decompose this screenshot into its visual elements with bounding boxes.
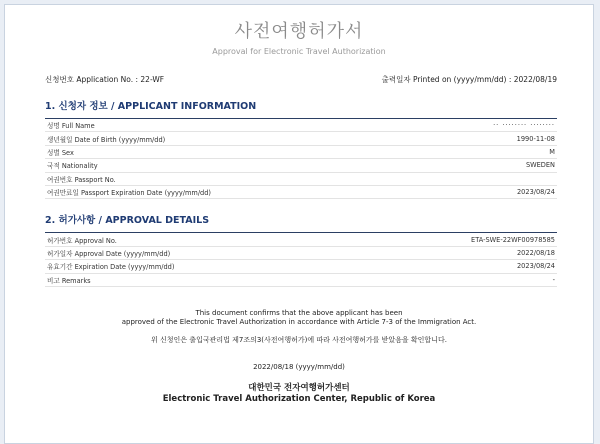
issuing-center-korean: 대한민국 전자여행허가센터 [248,383,350,394]
row-value: M [549,147,555,156]
printed-date: 출력일자 Printed on (yyyy/mm/dd) : 2022/08/19 [381,75,557,84]
row-label: 여권번호 Passport No. [47,175,116,184]
row-label: 여권만료일 Passport Expiration Date (yyyy/mm/dd) [47,189,211,198]
row-label: 성별 Sex [47,148,74,157]
table-row [45,233,557,246]
table-row [45,173,557,186]
row-value: SWEDEN [525,161,555,170]
row-value: - [552,275,555,284]
issuing-center [5,383,593,405]
issuing-center-english: Electronic Travel Authorization Center, Republic of Korea [162,394,436,405]
table-row [45,146,557,159]
row-label: 허가일자 Approval Date (yyyy/mm/dd) [47,249,171,258]
confirmation-line-2: approved of the Electronic Travel Authorization in accordance with Article 7-3 of the Immigration Act. [121,318,477,327]
confirmation-line-1: This document confirms that the above applicant has been [195,308,403,317]
application-number: 신청번호 Application No. : 22-WF [45,75,165,84]
table-row [45,186,557,199]
document-title: 사전여행허가서 [234,21,364,42]
row-value: 2022/08/18 [516,248,555,257]
row-value: 1990-11-08 [516,134,555,143]
table-row [45,274,557,287]
table-row [45,132,557,145]
row-label: 유효기간 Expiration Date (yyyy/mm/dd) [47,263,175,272]
table-row [45,260,557,273]
row-label: 성명 Full Name [47,122,95,131]
issue-date: 2022/08/18 (yyyy/mm/dd) [253,363,345,372]
table-row [45,247,557,260]
confirmation-korean: 위 신청인은 출입국관리법 제7조의3(사전여행허가)에 따라 사전여행허가를 받았음을 확인합니다. [151,335,447,344]
table-row [45,119,557,132]
document-meta [5,74,593,85]
row-value: 2023/08/24 [516,262,555,271]
applicant-table [45,118,557,199]
row-label: 허가번호 Approval No. [47,236,117,245]
row-value: ETA-SWE-22WF00978585 [471,235,555,244]
row-label: 국적 Nationality [47,162,98,171]
row-value: 2023/08/24 [516,188,555,197]
row-label: 생년월일 Date of Birth (yyyy/mm/dd) [47,135,166,144]
approval-section-title: 2. 허가사항 / APPROVAL DETAILS [45,215,210,227]
approval-table [45,232,557,287]
row-label: 비고 Remarks [47,276,91,285]
full-name-value: ·· ········ ········ [493,121,555,130]
confirmation-text [5,309,593,346]
document-subtitle: Approval for Electronic Travel Authorization [212,47,386,56]
table-row [45,159,557,172]
applicant-section-title: 1. 신청자 정보 / APPLICANT INFORMATION [45,101,257,112]
document-page [4,4,594,444]
